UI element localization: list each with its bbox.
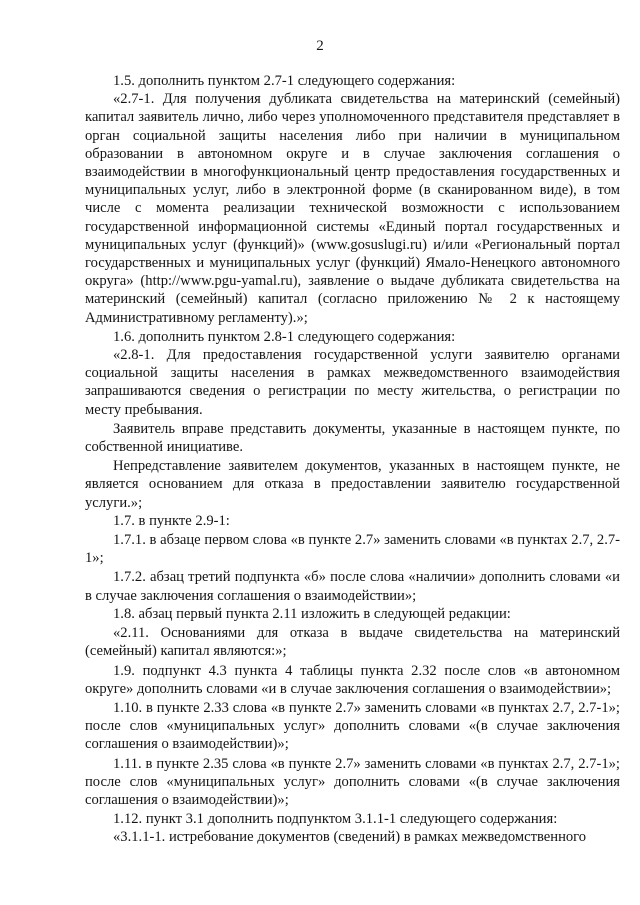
paragraph-1-9: 1.9. подпункт 4.3 пункта 4 таблицы пункта 2.32 после слов «в автономном округе» дополнить словами «и в случае заключения соглашения о взаимодействии»; — [85, 662, 620, 697]
paragraph-1-7: 1.7. в пункте 2.9-1: — [113, 512, 230, 529]
paragraph-3-1-1-1: «3.1.1-1. истребование документов (сведений) в рамках межведомственного — [113, 829, 587, 846]
page-number: 2 — [316, 38, 324, 54]
paragraph-2-11: «2.11. Основаниями для отказа в выдаче свидетельства на материнский (семейный) капитал являются:»; — [85, 625, 620, 660]
paragraph-2-8-1: «2.8-1. Для предоставления государственной услуги заявителю органами социальной защиты населения в рамках межведомственного взаимодействия запрашиваются сведения о регистрации по месту жительства, о регистрации по месту пребывания. — [85, 347, 620, 418]
paragraph-1-8: 1.8. абзац первый пункта 2.11 изложить в следующей редакции: — [113, 605, 511, 622]
paragraph-1-7-2: 1.7.2. абзац третий подпункта «б» после слова «наличии» дополнить словами «и в случае заключения соглашения о взаимодействии»; — [85, 569, 620, 604]
paragraph-2-7-1: «2.7-1. Для получения дубликата свидетельства на материнский (семейный) капитал заявитель лично, либо через уполномоченного представителя представляет в орган социальной защиты населения либо при наличии в муниципальном образовании в автономном округе и в случае заключения соглашения о взаимодействии в многофункциональный центр предоставления государственных и муниципальных услуг, либо в электронной форме (в сканированном виде), в том числе с момента реализации технической возможности с использованием государственной информационной системы «Единый портал государственных и муниципальных услуг (функций)» (www.gosuslugi.ru) и/или «Региональный портал государственных и муниципальных услуг (функций) Ямало-Ненецкого автономного округа» (http://www.pgu-yamal.ru), заявление о выдаче дубликата свидетельства на материнский (семейный) капитал (согласно приложению № 2 к настоящему Административному регламенту).»; — [85, 91, 620, 326]
paragraph-1-7-1: 1.7.1. в абзаце первом слова «в пункте 2.7» заменить словами «в пунктах 2.7, 2.7-1»; — [85, 532, 620, 567]
paragraph-applicant-right: Заявитель вправе представить документы, указанные в настоящем пункте, по собственной инициативе. — [85, 420, 620, 456]
paragraph-1-10: 1.10. в пункте 2.33 слова «в пункте 2.7» заменить словами «в пунктах 2.7, 2.7-1»; после слов «муниципальных услуг» дополнить словами «(в случае заключения соглашения о взаимодействии)»; — [85, 699, 620, 753]
paragraph-non-submission: Непредставление заявителем документов, указанных в настоящем пункте, не является основанием для отказа в предоставлении заявителю государственной услуги.»; — [85, 458, 620, 511]
paragraph-1-5: 1.5. дополнить пунктом 2.7-1 следующего содержания: — [113, 73, 456, 89]
document-body — [85, 72, 620, 847]
paragraph-1-11: 1.11. в пункте 2.35 слова «в пункте 2.7» заменить словами «в пунктах 2.7, 2.7-1»; после слов «муниципальных услуг» дополнить словами «(в случае заключения соглашения о взаимодействии)»; — [85, 755, 620, 808]
paragraph-1-12: 1.12. пункт 3.1 дополнить подпунктом 3.1.1-1 следующего содержания: — [113, 811, 558, 828]
paragraph-1-6: 1.6. дополнить пунктом 2.8-1 следующего содержания: — [113, 328, 456, 345]
